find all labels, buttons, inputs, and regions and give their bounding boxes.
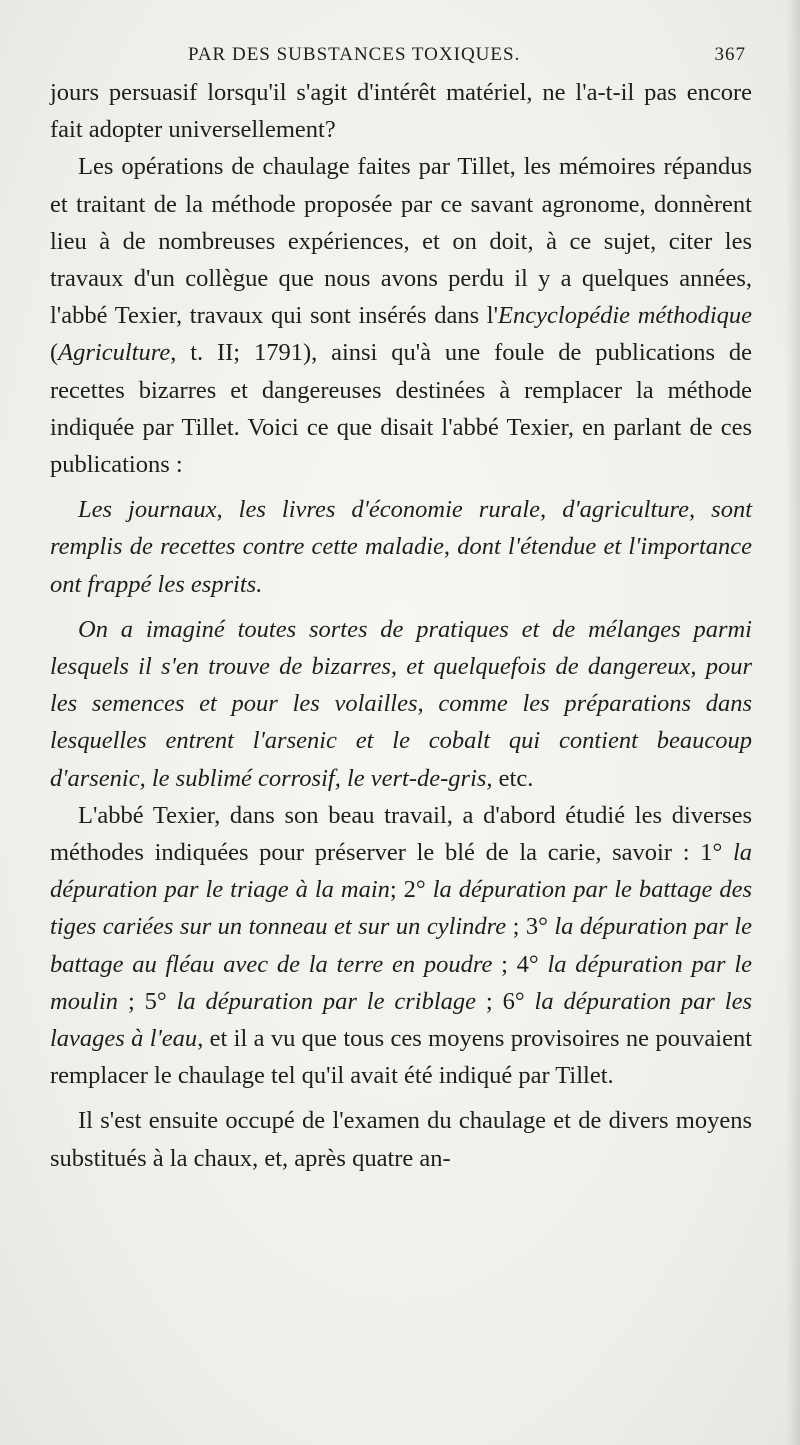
quote-paragraph-2 [50, 611, 752, 797]
p3-m: , et il a vu que tous ces moyens provisoires ne pouvaient remplacer le chaulage tel qu'il avait été indiqué par Tillet. [50, 1025, 752, 1090]
p3-k: ; 6° [476, 987, 535, 1015]
paragraph-2-text-a: Les opérations de chaulage faites par Tillet, les mémoires répandus et traitant de la méthode proposée par ce savant agronome, donnèrent lieu à de nombreuses expériences, et on doit, à ce sujet, citer les travaux d'un collègue que nous avons perdu il y a quelques années, l'abbé Texier, travaux qui sont insérés dans l' [50, 153, 752, 330]
p3-method-2: la dépuration par le battage des tiges cariées sur un tonneau et sur un cylindre [50, 876, 752, 941]
agriculture-title: Agriculture [58, 339, 171, 367]
paragraph-2-text-c: ( [50, 339, 59, 367]
p3-method-3: la dépuration par le battage au fléau avec de la terre en poudre [50, 913, 752, 978]
p3-e: ; 3° [506, 913, 555, 941]
p3-method-5: la dépuration par le criblage [176, 987, 477, 1015]
page-edge-shadow [786, 0, 800, 1445]
p3-a: L'abbé Texier, dans son beau travail, a d'abord étudié les diverses méthodes indiquées pour préserver le blé de la carie, savoir : 1° [50, 801, 752, 867]
running-head [50, 40, 752, 74]
paragraph-1: jours persuasif lorsqu'il s'agit d'intérêt matériel, ne l'a-t-il pas encore fait adopter universellement? [50, 79, 752, 144]
encyclopedie-title: Encyclopédie méthodique [498, 302, 752, 330]
paragraph-2-text-e: , t. II; 1791), ainsi qu'à une foule de publications de recettes bizarres et dangereuses destinées à remplacer la méthode indiquée par Tillet. Voici ce que disait l'abbé Texier, en parlant de ces publications : [50, 339, 752, 479]
p3-c: ; 2° [389, 876, 433, 904]
p3-method-4: la dépuration par le moulin [50, 950, 753, 1015]
p3-method-6: la dépuration par les lavages à l'eau [50, 987, 752, 1053]
p3-method-1: la dépuration par le triage à la main [50, 839, 752, 904]
p3-i: ; 5° [118, 987, 177, 1015]
running-title: PAR DES SUBSTANCES TOXIQUES. [188, 44, 521, 65]
p3-g: ; 4° [492, 950, 548, 978]
quote-2-text: On a imaginé toutes sortes de pratiques et de mélanges parmi lesquels il s'en trouve de bizarres, et quelquefois de dangereux, pour les semences et pour les volailles, comme les préparations dans lesquelles entrent l'arsenic et le cobalt qui contient beaucoup d'arsenic, le sublimé corrosif, le vert-de-gris, [50, 615, 752, 792]
paragraph-4: Il s'est ensuite occupé de l'examen du chaulage et de divers moyens substitués à la chaux, et, après quatre an- [50, 1107, 752, 1172]
body-text [50, 74, 752, 1177]
quote-2-etc: etc. [492, 764, 534, 792]
paragraph-2 [50, 148, 752, 483]
quote-paragraph-1: Les journaux, les livres d'économie rurale, d'agriculture, sont remplis de recettes contre cette maladie, dont l'étendue et l'importance ont frappé les esprits. [50, 496, 752, 598]
paragraph-3 [50, 797, 752, 1095]
page-number: 367 [714, 44, 746, 65]
